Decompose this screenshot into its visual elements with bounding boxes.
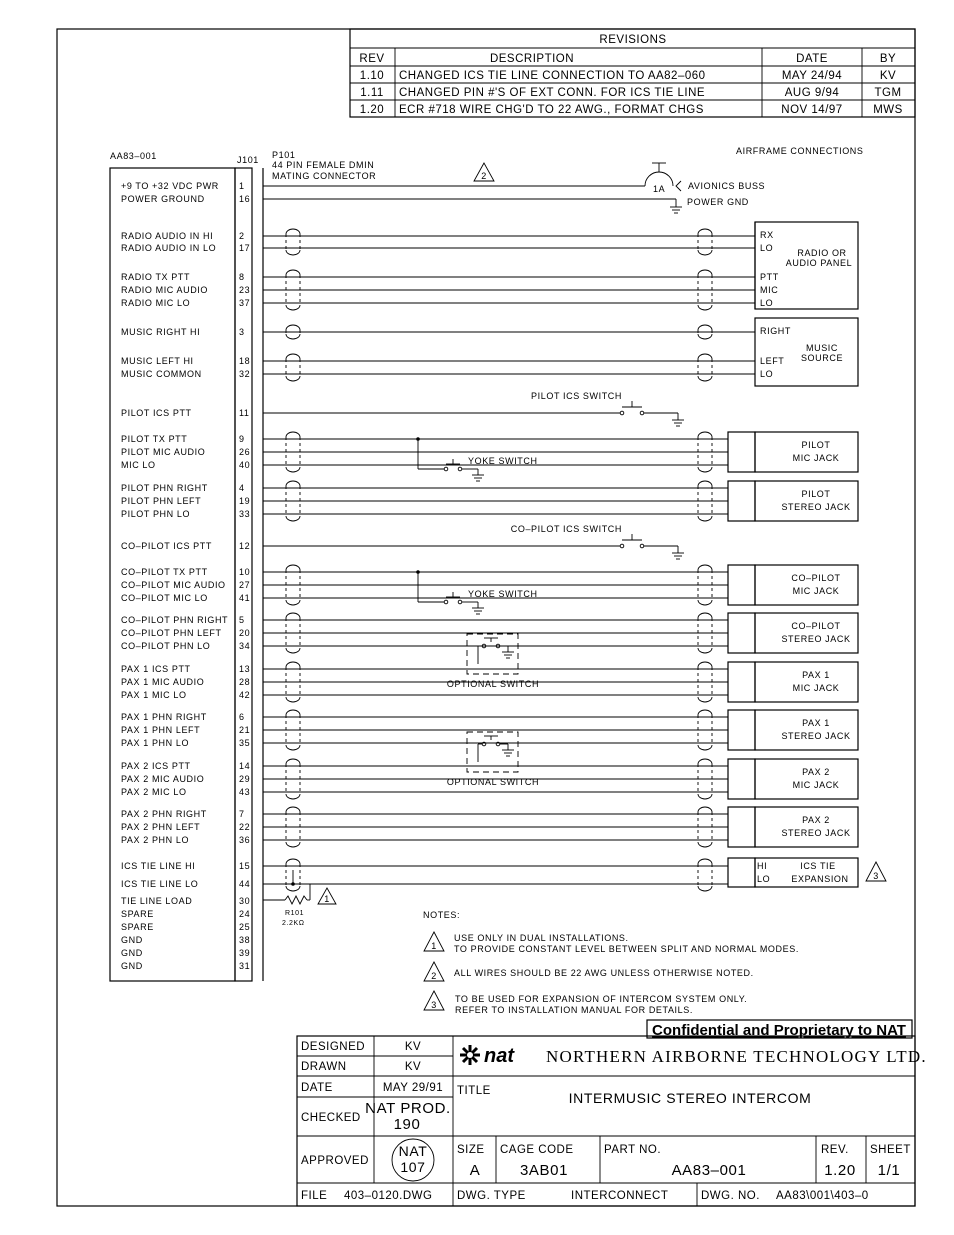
pin-number: 42 bbox=[239, 690, 251, 700]
svg-text:2: 2 bbox=[431, 971, 437, 981]
pin-number: 27 bbox=[239, 580, 251, 590]
svg-text:SOURCE: SOURCE bbox=[800, 353, 844, 363]
pin-label: MUSIC LEFT HI bbox=[121, 356, 194, 366]
confidential-label: Confidential and Proprietary to NAT bbox=[652, 1022, 906, 1039]
pax1-stereo-jack bbox=[728, 710, 858, 750]
drawn-label: DRAWN bbox=[301, 1061, 347, 1073]
svg-text:MUSIC: MUSIC bbox=[806, 343, 838, 353]
switch-label: PILOT ICS SWITCH bbox=[531, 391, 622, 401]
pin-number: 39 bbox=[239, 948, 251, 958]
pin-label: +9 TO +32 VDC PWR bbox=[121, 181, 219, 191]
cable-shield-icon bbox=[698, 354, 712, 381]
approved-value-2: 107 bbox=[400, 1159, 426, 1175]
pin-number: 38 bbox=[239, 935, 251, 945]
pin-number: 16 bbox=[239, 194, 251, 204]
svg-text:LO: LO bbox=[760, 243, 774, 253]
svg-text:LO: LO bbox=[760, 298, 774, 308]
pin-label: ICS TIE LINE LO bbox=[121, 879, 199, 889]
pax2-mic-jack bbox=[728, 759, 858, 799]
pin-number: 25 bbox=[239, 922, 251, 932]
svg-text:RX: RX bbox=[760, 230, 774, 240]
pin-label: CO–PILOT MIC AUDIO bbox=[121, 580, 226, 590]
pin-label: POWER GROUND bbox=[121, 194, 205, 204]
pax1-optional-switch bbox=[447, 634, 539, 689]
pin-label: MIC LO bbox=[121, 460, 156, 470]
pin-number: 23 bbox=[239, 285, 251, 295]
fuse-label: 1A bbox=[653, 184, 666, 194]
pin-label: PAX 2 PHN LEFT bbox=[121, 822, 201, 832]
svg-text:RADIO OR: RADIO OR bbox=[797, 248, 847, 258]
jack-type: MIC JACK bbox=[792, 586, 840, 596]
pin-label: PAX 1 MIC AUDIO bbox=[121, 677, 205, 687]
checked-label: CHECKED bbox=[301, 1112, 361, 1124]
pin-label: CO–PILOT TX PTT bbox=[121, 567, 208, 577]
p101-description: 44 PIN FEMALE DMIN bbox=[272, 160, 375, 170]
rev-header: REV bbox=[359, 53, 385, 65]
note-3-line-2: REFER TO INSTALLATION MANUAL FOR DETAILS. bbox=[455, 1005, 693, 1015]
svg-text:2: 2 bbox=[481, 171, 487, 181]
revision-date: MAY 24/94 bbox=[781, 70, 843, 82]
pin-number: 18 bbox=[239, 356, 251, 366]
svg-text:LEFT: LEFT bbox=[760, 356, 785, 366]
pin-number: 26 bbox=[239, 447, 251, 457]
power-gnd-label: POWER GND bbox=[687, 197, 749, 207]
jack-name: PAX 2 bbox=[802, 815, 830, 825]
revision-description: CHANGED PIN #'S OF EXT CONN. FOR ICS TIE LINE bbox=[399, 87, 706, 99]
revision-author: KV bbox=[879, 70, 897, 82]
cable-shield-icon bbox=[286, 354, 300, 381]
title-block bbox=[297, 1036, 927, 1206]
pin-number: 36 bbox=[239, 835, 251, 845]
jack-name: CO–PILOT bbox=[791, 621, 841, 631]
description-header: DESCRIPTION bbox=[489, 53, 575, 65]
revision-number: 1.20 bbox=[359, 104, 385, 116]
cable-shield-icon bbox=[698, 229, 712, 255]
copilot-stereo-jack bbox=[728, 613, 858, 653]
pin-number: 28 bbox=[239, 677, 251, 687]
pin-label: RADIO MIC AUDIO bbox=[121, 285, 209, 295]
part-no-label: PART NO. bbox=[604, 1144, 662, 1156]
unit-label: AA83–001 bbox=[110, 151, 157, 161]
pax2-optional-switch bbox=[447, 732, 539, 787]
jack-type: STEREO JACK bbox=[781, 634, 851, 644]
pin-label: PAX 2 MIC LO bbox=[121, 787, 187, 797]
svg-text:LO: LO bbox=[757, 874, 771, 884]
dwg-no-value: AA83\001\403–0 bbox=[776, 1190, 869, 1202]
pin-number: 13 bbox=[239, 664, 251, 674]
cable-shield-icon bbox=[698, 859, 712, 891]
pin-number: 6 bbox=[239, 712, 245, 722]
svg-text:MIC: MIC bbox=[760, 285, 779, 295]
pin-number: 12 bbox=[239, 541, 251, 551]
switch-label: OPTIONAL SWITCH bbox=[446, 679, 540, 689]
pin-number: 41 bbox=[239, 593, 251, 603]
pin-number: 5 bbox=[239, 615, 245, 625]
svg-text:RIGHT: RIGHT bbox=[760, 326, 791, 336]
size-label: SIZE bbox=[457, 1144, 485, 1156]
rev-label: REV. bbox=[821, 1144, 849, 1156]
pin-number: 4 bbox=[239, 483, 245, 493]
pin-number: 3 bbox=[239, 327, 245, 337]
revision-description: CHANGED ICS TIE LINE CONNECTION TO AA82–060 bbox=[399, 70, 706, 82]
j101-label: J101 bbox=[237, 155, 259, 165]
pin-number: 31 bbox=[239, 961, 251, 971]
pin-label: GND bbox=[121, 961, 143, 971]
drawing-title: INTERMUSIC STEREO INTERCOM bbox=[568, 1090, 812, 1106]
revision-number: 1.10 bbox=[359, 70, 385, 82]
pax2-stereo-jack bbox=[728, 807, 858, 847]
pin-number: 43 bbox=[239, 787, 251, 797]
avionics-buss-label: AVIONICS BUSS bbox=[688, 181, 766, 191]
copilot-yoke-switch bbox=[416, 570, 537, 614]
pin-label: PILOT PHN LO bbox=[121, 509, 191, 519]
jack-name: PILOT bbox=[801, 489, 831, 499]
file-value: 403–0120.DWG bbox=[344, 1190, 433, 1202]
pin-number: 35 bbox=[239, 738, 251, 748]
pin-label: RADIO MIC LO bbox=[121, 298, 191, 308]
revision-number: 1.11 bbox=[360, 87, 384, 99]
size-value: A bbox=[469, 1162, 481, 1179]
pin-label: PAX 2 MIC AUDIO bbox=[121, 774, 205, 784]
pin-label: CO–PILOT PHN LO bbox=[121, 641, 211, 651]
pin-number: 9 bbox=[239, 434, 245, 444]
pin-number: 37 bbox=[239, 298, 251, 308]
jack-name: PAX 1 bbox=[802, 670, 830, 680]
svg-text:PTT: PTT bbox=[760, 272, 779, 282]
designed-label: DESIGNED bbox=[301, 1041, 366, 1053]
logo-wordmark: nat bbox=[484, 1045, 514, 1067]
pin-number: 30 bbox=[239, 896, 251, 906]
cable-shield-icon bbox=[286, 229, 300, 255]
pin-number: 11 bbox=[239, 408, 250, 418]
pin-number: 17 bbox=[239, 243, 251, 253]
rev-value: 1.20 bbox=[824, 1162, 856, 1179]
pin-label: SPARE bbox=[121, 909, 154, 919]
checked-value-2: 190 bbox=[393, 1116, 421, 1133]
jack-type: STEREO JACK bbox=[781, 731, 851, 741]
dwg-type-label: DWG. TYPE bbox=[457, 1190, 526, 1202]
file-label: FILE bbox=[301, 1190, 328, 1202]
pin-label: CO–PILOT MIC LO bbox=[121, 593, 208, 603]
pin-label: PAX 1 MIC LO bbox=[121, 690, 187, 700]
sheet-label: SHEET bbox=[870, 1144, 911, 1156]
by-header: BY bbox=[879, 53, 897, 65]
revision-author: MWS bbox=[873, 104, 903, 116]
pin-number: 15 bbox=[239, 861, 251, 871]
revision-author: TGM bbox=[874, 87, 902, 99]
approved-value-1: NAT bbox=[398, 1143, 428, 1159]
cage-code-label: CAGE CODE bbox=[500, 1144, 574, 1156]
dwg-no-label: DWG. NO. bbox=[701, 1190, 760, 1202]
svg-text:1: 1 bbox=[431, 941, 437, 951]
pin-number: 20 bbox=[239, 628, 251, 638]
dwg-type-value: INTERCONNECT bbox=[571, 1190, 669, 1202]
note-2-text: ALL WIRES SHOULD BE 22 AWG UNLESS OTHERWISE NOTED. bbox=[454, 968, 754, 978]
pilot-stereo-jack bbox=[728, 481, 858, 521]
revision-description: ECR #718 WIRE CHG'D TO 22 AWG., FORMAT CHGS bbox=[399, 104, 704, 116]
title-label: TITLE bbox=[457, 1085, 491, 1097]
pin-label: PILOT ICS PTT bbox=[121, 408, 192, 418]
designed-value: KV bbox=[404, 1041, 422, 1053]
pin-label: MUSIC COMMON bbox=[121, 369, 202, 379]
jack-name: CO–PILOT bbox=[791, 573, 841, 583]
music-source bbox=[755, 318, 858, 386]
pin-label: PAX 1 PHN LEFT bbox=[121, 725, 201, 735]
date-label: DATE bbox=[301, 1082, 333, 1094]
pin-label: PAX 1 PHN RIGHT bbox=[121, 712, 207, 722]
pilot-mic-jack bbox=[728, 432, 858, 472]
pin-number: 33 bbox=[239, 509, 251, 519]
pin-label: CO–PILOT ICS PTT bbox=[121, 541, 212, 551]
pin-label: GND bbox=[121, 935, 143, 945]
note-3-marker-tie bbox=[866, 862, 886, 881]
svg-text:3: 3 bbox=[873, 871, 879, 881]
revisions-title: REVISIONS bbox=[599, 34, 667, 46]
p101-label: P101 bbox=[272, 150, 296, 160]
pin-number: 29 bbox=[239, 774, 251, 784]
notes-section bbox=[423, 910, 799, 1015]
nat-logo-icon bbox=[460, 1045, 515, 1067]
copilot-mic-jack bbox=[728, 565, 858, 605]
note-2-marker-top bbox=[474, 163, 494, 181]
note-1-line-1: USE ONLY IN DUAL INSTALLATIONS. bbox=[454, 933, 629, 943]
pin-label: TIE LINE LOAD bbox=[121, 896, 193, 906]
notes-title: NOTES: bbox=[423, 910, 461, 920]
jack-type: STEREO JACK bbox=[781, 502, 851, 512]
pin-number: 1 bbox=[239, 181, 245, 191]
p101-description-2: MATING CONNECTOR bbox=[272, 171, 377, 181]
pin-number: 19 bbox=[239, 496, 251, 506]
note-3-line-1: TO BE USED FOR EXPANSION OF INTERCOM SYSTEM ONLY. bbox=[455, 994, 748, 1004]
ics-tie-expansion bbox=[728, 858, 858, 887]
company-name: NORTHERN AIRBORNE TECHNOLOGY LTD. bbox=[546, 1047, 927, 1066]
pin-number: 14 bbox=[239, 761, 251, 771]
pin-label: PILOT TX PTT bbox=[121, 434, 188, 444]
pin-label: PILOT PHN LEFT bbox=[121, 496, 202, 506]
cage-code-value: 3AB01 bbox=[519, 1162, 569, 1179]
jack-type: MIC JACK bbox=[792, 683, 840, 693]
jack-type: STEREO JACK bbox=[781, 828, 851, 838]
pin-label: PAX 2 PHN LO bbox=[121, 835, 190, 845]
resistor-value: 2.2KΩ bbox=[282, 920, 305, 927]
pin-label: ICS TIE LINE HI bbox=[121, 861, 196, 871]
pin-label: RADIO TX PTT bbox=[121, 272, 191, 282]
pin-number: 32 bbox=[239, 369, 251, 379]
sheet-value: 1/1 bbox=[877, 1162, 901, 1179]
pin-number: 21 bbox=[239, 725, 251, 735]
jack-name: PAX 2 bbox=[802, 767, 830, 777]
pin-number: 40 bbox=[239, 460, 251, 470]
tie-line-load-resistor bbox=[263, 870, 336, 927]
pin-number: 22 bbox=[239, 822, 251, 832]
pilot-ics-switch bbox=[531, 391, 684, 426]
svg-text:1: 1 bbox=[324, 894, 330, 904]
resistor-ref: R101 bbox=[285, 910, 305, 917]
radio-audio-panel bbox=[755, 222, 858, 309]
airframe-connections-label: AIRFRAME CONNECTIONS bbox=[736, 146, 864, 156]
switch-label: CO–PILOT ICS SWITCH bbox=[510, 524, 622, 534]
jack-type: MIC JACK bbox=[792, 780, 840, 790]
pin-label: CO–PILOT PHN LEFT bbox=[121, 628, 222, 638]
revision-date: AUG 9/94 bbox=[784, 87, 840, 99]
buss-connector-icon bbox=[676, 181, 681, 191]
pin-label: PILOT PHN RIGHT bbox=[121, 483, 208, 493]
pin-label: PAX 2 PHN RIGHT bbox=[121, 809, 207, 819]
svg-text:LO: LO bbox=[760, 369, 774, 379]
part-no-value: AA83–001 bbox=[671, 1162, 747, 1179]
pin-number: 8 bbox=[239, 272, 245, 282]
switch-label: YOKE SWITCH bbox=[468, 456, 538, 466]
svg-text:EXPANSION: EXPANSION bbox=[791, 874, 849, 884]
pin-label: GND bbox=[121, 948, 143, 958]
pin-number: 44 bbox=[239, 879, 251, 889]
svg-text:ICS TIE: ICS TIE bbox=[800, 861, 836, 871]
pin-label: CO–PILOT PHN RIGHT bbox=[121, 615, 229, 625]
jack-type: MIC JACK bbox=[792, 453, 840, 463]
revisions-table bbox=[350, 29, 915, 117]
date-header: DATE bbox=[796, 53, 828, 65]
approved-label: APPROVED bbox=[301, 1155, 369, 1167]
pax1-mic-jack bbox=[728, 662, 858, 702]
pin-number: 7 bbox=[239, 809, 245, 819]
checked-value-1: NAT PROD. bbox=[365, 1100, 451, 1117]
pin-label: PAX 1 ICS PTT bbox=[121, 664, 191, 674]
pin-label: SPARE bbox=[121, 922, 154, 932]
svg-text:HI: HI bbox=[757, 861, 768, 871]
revision-date: NOV 14/97 bbox=[781, 104, 843, 116]
pin-label: PILOT MIC AUDIO bbox=[121, 447, 206, 457]
pin-label: MUSIC RIGHT HI bbox=[121, 327, 201, 337]
switch-label: YOKE SWITCH bbox=[468, 589, 538, 599]
note-1-line-2: TO PROVIDE CONSTANT LEVEL BETWEEN SPLIT AND NORMAL MODES. bbox=[454, 944, 799, 954]
pin-number: 24 bbox=[239, 909, 251, 919]
date-value: MAY 29/91 bbox=[382, 1082, 444, 1094]
drawn-value: KV bbox=[404, 1061, 422, 1073]
switch-label: OPTIONAL SWITCH bbox=[446, 777, 540, 787]
copilot-ics-switch bbox=[511, 524, 684, 559]
svg-text:3: 3 bbox=[431, 1000, 437, 1010]
pin-number: 10 bbox=[239, 567, 251, 577]
jack-name: PAX 1 bbox=[802, 718, 830, 728]
pin-label: RADIO AUDIO IN LO bbox=[121, 243, 217, 253]
pin-label: RADIO AUDIO IN HI bbox=[121, 231, 214, 241]
pilot-yoke-switch bbox=[416, 437, 537, 481]
svg-text:AUDIO PANEL: AUDIO PANEL bbox=[785, 258, 853, 268]
pin-label: PAX 2 ICS PTT bbox=[121, 761, 191, 771]
pin-label: PAX 1 PHN LO bbox=[121, 738, 190, 748]
pin-number: 2 bbox=[239, 231, 245, 241]
pin-number: 34 bbox=[239, 641, 251, 651]
jack-name: PILOT bbox=[801, 440, 831, 450]
